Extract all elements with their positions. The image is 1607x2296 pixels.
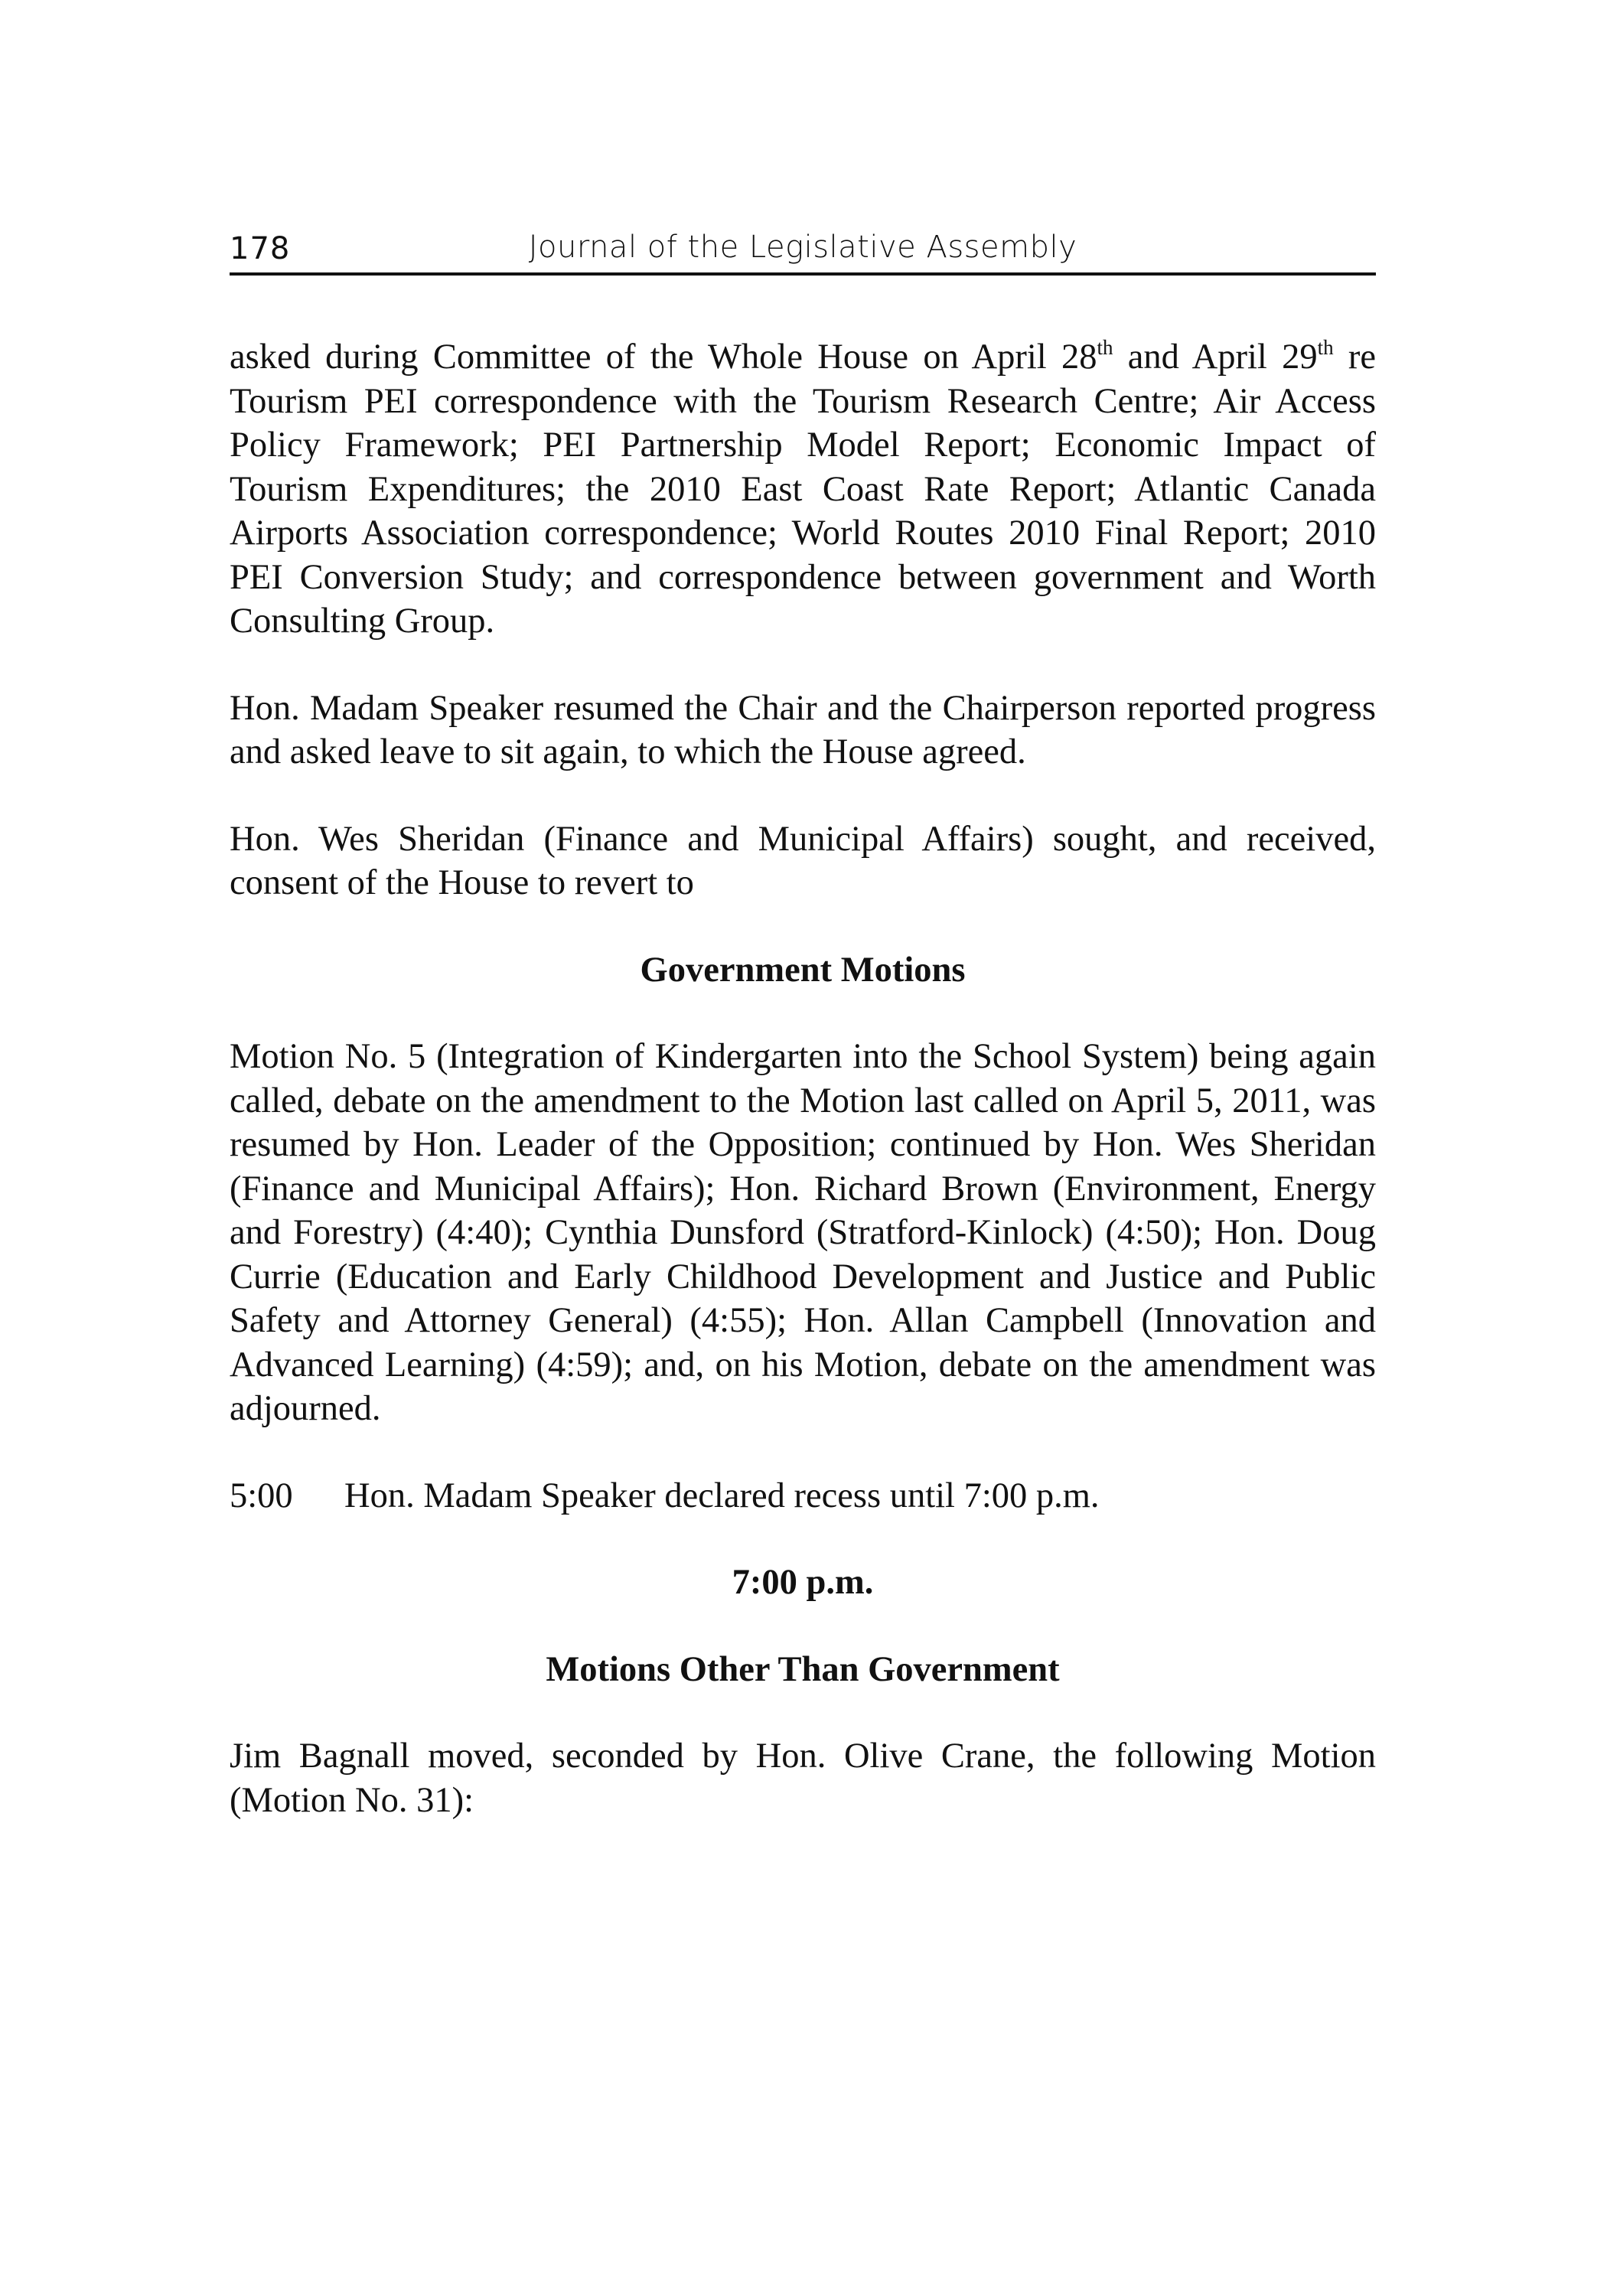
paragraph-motion-5-debate: Motion No. 5 (Integration of Kindergarten into the School System) being again called, debate on the amendment to the Motion last called on April 5, 2011, was resumed by Hon. Leader of the Opposition; continued by Hon. Wes Sheridan (Finance and Municipal Affairs); Hon. Richard Brown (Environment, Energy and Forestry) (4:40); Cynthia Dunsford (Stratford-Kinlock) (4:50); Hon. Doug Currie (Education and Early Childhood Development and Justice and Public Safety and Attorney General) (4:55); Hon. Allan Campbell (Innovation and Advanced Learning) (4:59); and, on his Motion, debate on the amendment was adjourned.	[230, 1037, 1376, 1428]
paragraph-tourism-text-2: and April 29	[1113, 338, 1318, 377]
recess-time: 5:00	[230, 1476, 293, 1515]
paragraph-tourism-text-1: asked during Committee of the Whole House on April 28	[230, 338, 1097, 377]
paragraph-motion-31: Jim Bagnall moved, seconded by Hon. Olive Crane, the following Motion (Motion No. 31):	[230, 1737, 1376, 1820]
paragraph-tourism-text-3: re Tourism PEI correspondence with the Tourism Research Centre; Air Access Policy Framework; PEI Partnership Model Report; Economic Impact of Tourism Expenditures; the 2010 East Coast Rate Report; Atlantic Canada Airports Association correspondence; World Routes 2010 Final Report; 2010 PEI Conversion Study; and correspondence between government and Worth Consulting Group.	[230, 338, 1376, 641]
journal-body	[230, 335, 1376, 1822]
heading-evening-time: 7:00 p.m.	[732, 1563, 874, 1602]
paragraph-consent-to-revert: Hon. Wes Sheridan (Finance and Municipal Affairs) sought, and received, consent of the House to revert to	[230, 819, 1376, 902]
ordinal-suffix: th	[1317, 336, 1334, 359]
running-title: Journal of the Legislative Assembly	[528, 230, 1077, 265]
page-number: 178	[230, 231, 291, 266]
heading-government-motions: Government Motions	[640, 950, 966, 990]
heading-motions-other-than-government: Motions Other Than Government	[546, 1649, 1060, 1689]
recess-text: Hon. Madam Speaker declared recess until 7:00 p.m.	[344, 1476, 1100, 1515]
paragraph-tourism-documents	[230, 335, 1376, 644]
running-header	[230, 230, 1376, 276]
recess-entry	[230, 1474, 1376, 1518]
paragraph-speaker-resumed-chair: Hon. Madam Speaker resumed the Chair and the Chairperson reported progress and asked leave to sit again, to which the House agreed.	[230, 688, 1376, 771]
ordinal-suffix: th	[1097, 336, 1113, 359]
journal-page	[230, 230, 1376, 1865]
